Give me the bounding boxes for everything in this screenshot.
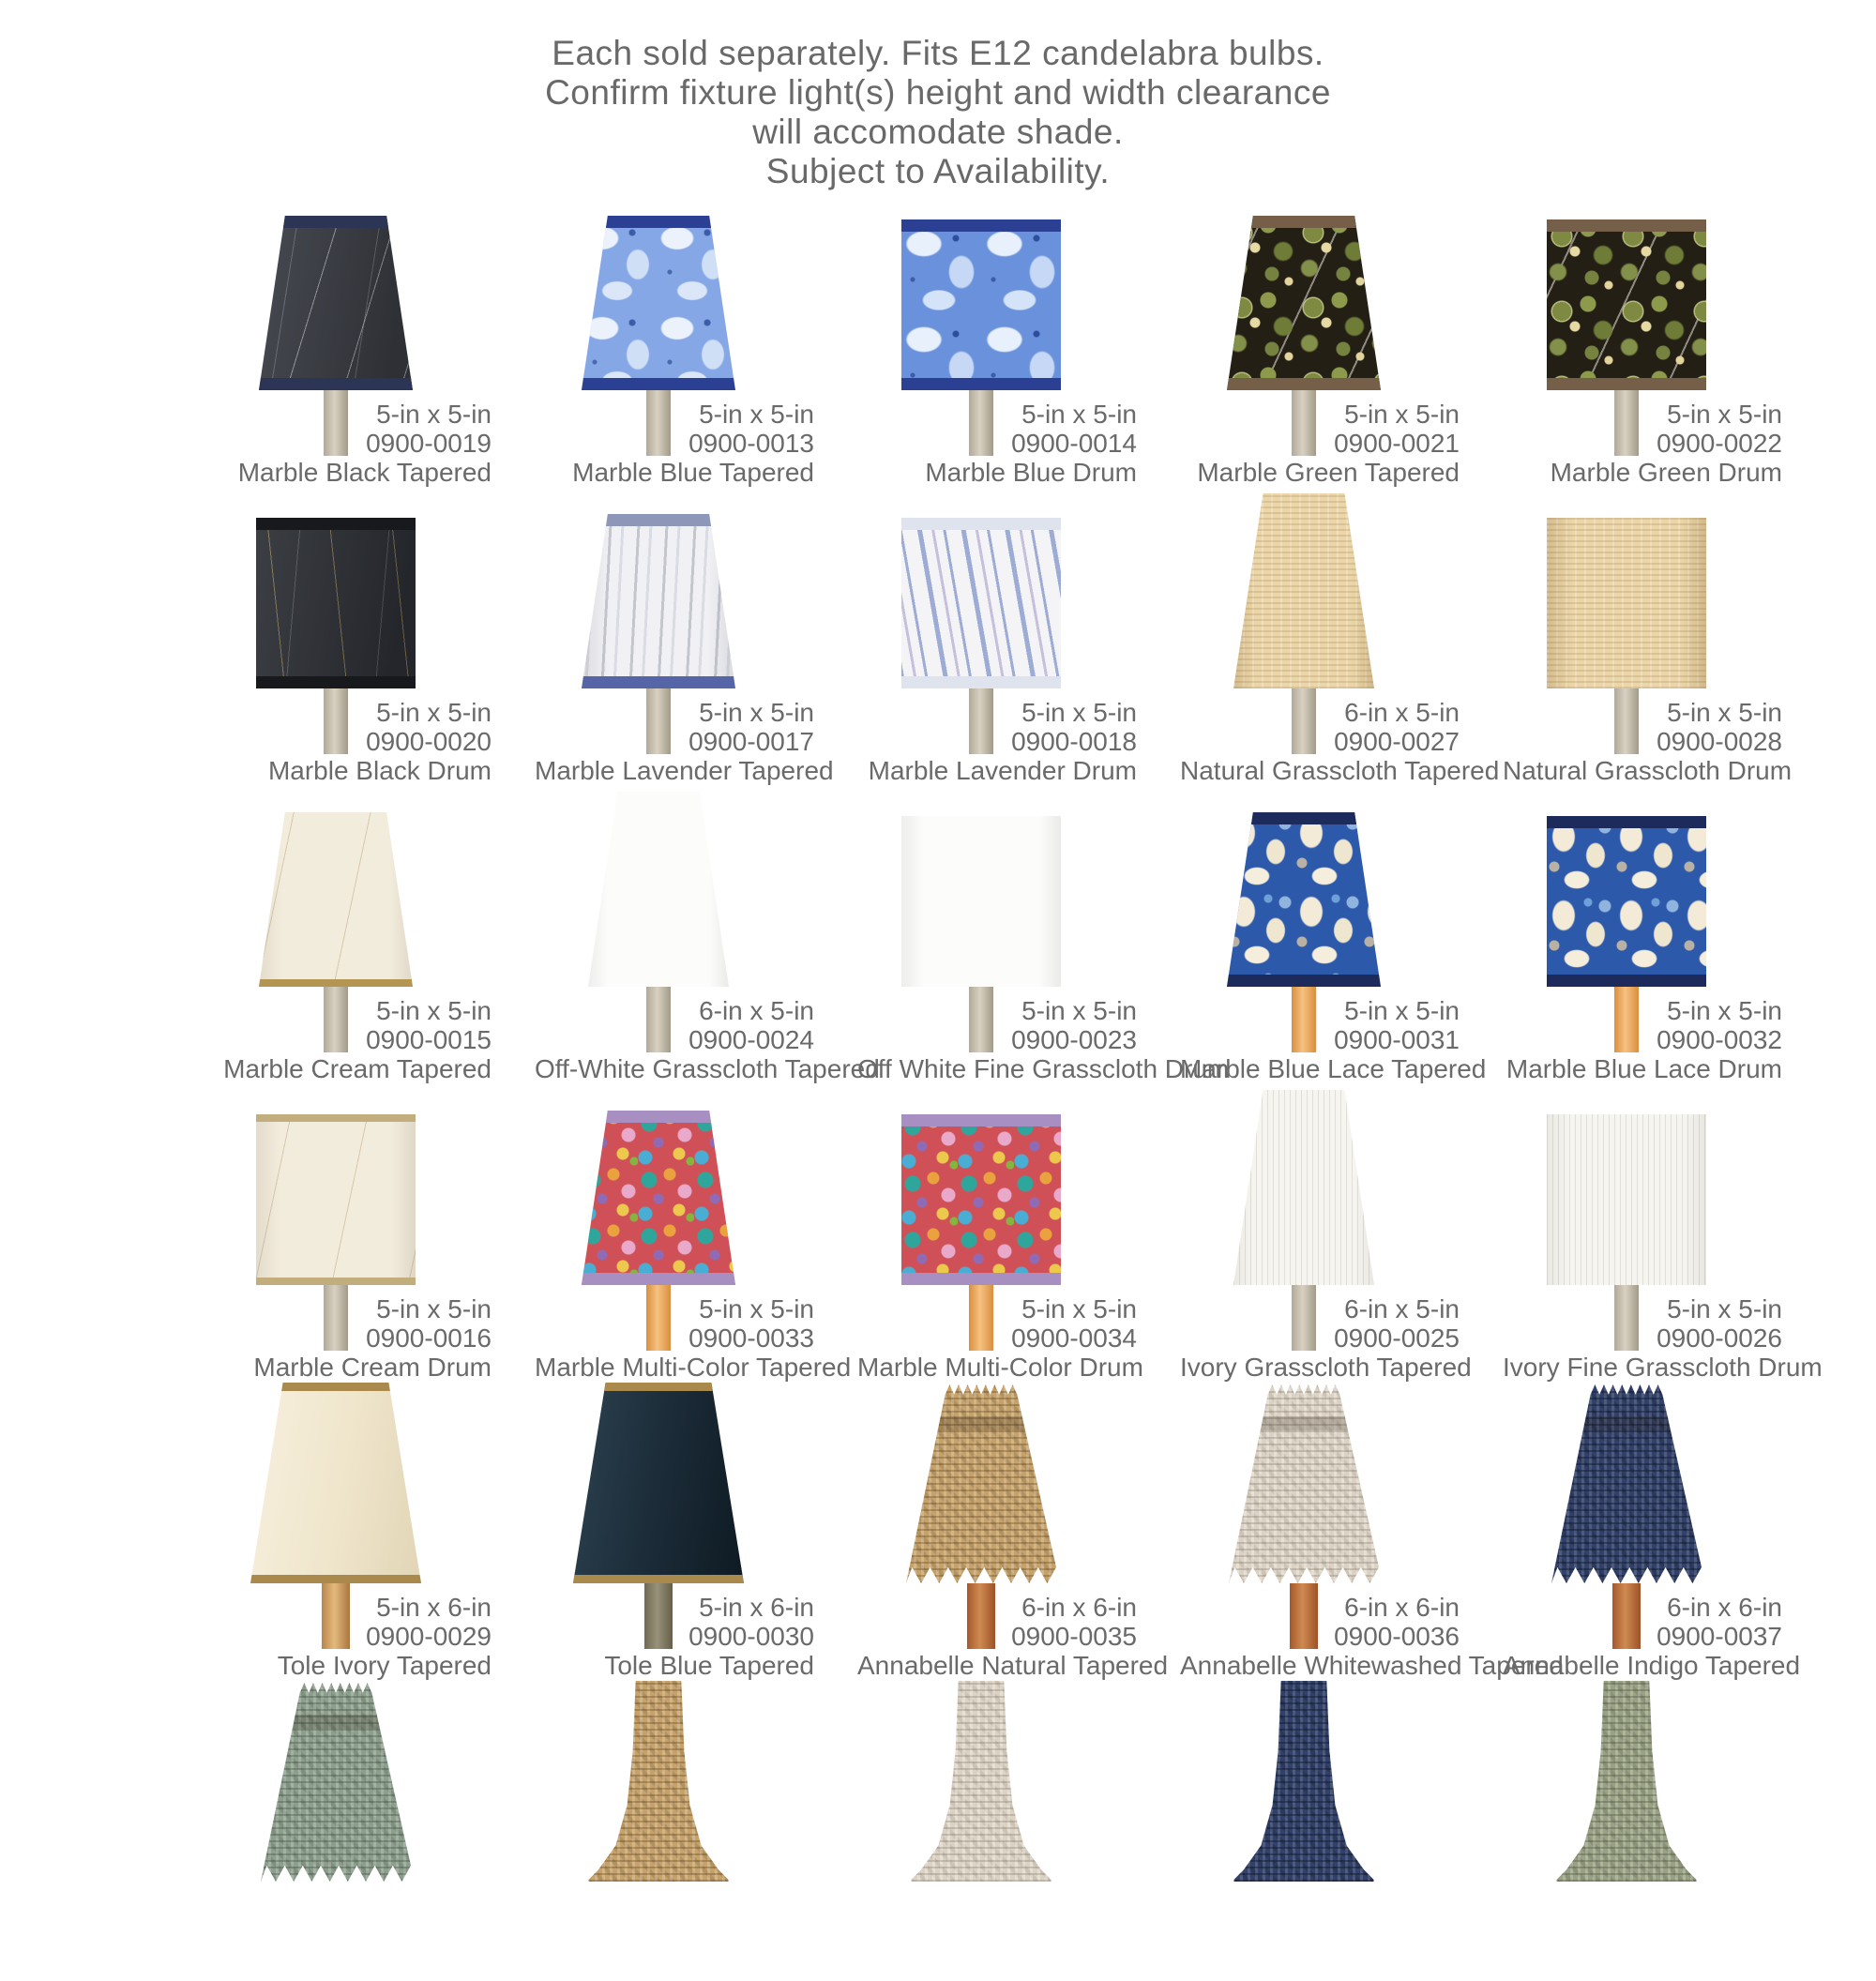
page-header (0, 0, 1876, 191)
product-tile (1503, 1683, 1825, 1981)
product-labels (857, 996, 1230, 1083)
product-name: Ivory Grasscloth Tapered (1180, 1353, 1472, 1382)
product-name: Marble Blue Drum (925, 458, 1137, 487)
shade-trim-top (901, 219, 1061, 232)
lampshade-image (535, 490, 857, 688)
lampshade (901, 219, 1061, 390)
product-name: Off-White Grasscloth Tapered (535, 1054, 880, 1083)
product-size: 5-in x 5-in (699, 400, 814, 429)
lampshade (1547, 518, 1706, 688)
lampshade-image (535, 1086, 857, 1285)
lampshade (1233, 1090, 1374, 1285)
shade-trim-top (1547, 816, 1706, 828)
lampshade (588, 792, 729, 987)
product-name: Marble Blue Lace Tapered (1180, 1054, 1487, 1083)
product-tile (1180, 1683, 1503, 1981)
header-line-3: will accomodate shade. (752, 113, 1124, 151)
shade-trim-bottom (256, 676, 416, 688)
product-name: Marble Multi-Color Tapered (535, 1353, 852, 1382)
product-size: 5-in x 5-in (376, 400, 492, 429)
lampshade (587, 1681, 730, 1882)
product-tile (535, 191, 857, 490)
lampshade-image (1180, 1384, 1503, 1583)
product-sku: 0900-0015 (366, 1025, 492, 1054)
product-sku: 0900-0018 (1011, 727, 1137, 756)
lampshade (1547, 816, 1706, 987)
product-sku: 0900-0024 (688, 1025, 814, 1054)
lampshade (259, 812, 413, 987)
product-size: 5-in x 5-in (1667, 1294, 1782, 1323)
shade-trim-top (256, 1114, 416, 1122)
product-tile (857, 191, 1180, 490)
lampshade-image (1503, 1384, 1825, 1583)
product-labels (857, 400, 1180, 487)
product-size: 5-in x 6-in (376, 1593, 492, 1622)
product-sku: 0900-0022 (1657, 429, 1782, 458)
product-labels (535, 400, 857, 487)
product-sku: 0900-0026 (1657, 1323, 1782, 1353)
shade-trim-top (250, 1383, 421, 1391)
product-tile (535, 1683, 857, 1981)
shade-trim-bottom (573, 1575, 744, 1583)
product-labels (212, 698, 535, 785)
product-name: Marble Green Drum (1550, 458, 1782, 487)
product-size: 5-in x 5-in (699, 1294, 814, 1323)
product-size: 5-in x 5-in (1667, 698, 1782, 727)
shade-trim-bottom (901, 378, 1061, 390)
product-tile (212, 490, 535, 788)
product-sku: 0900-0034 (1011, 1323, 1137, 1353)
header-line-4: Subject to Availability. (765, 152, 1111, 190)
product-name: Marble Green Tapered (1197, 458, 1460, 487)
shade-trim-bottom (901, 1273, 1061, 1285)
product-labels (535, 1593, 857, 1680)
shade-trim-bottom (1227, 975, 1381, 987)
lampshade-image (535, 788, 857, 987)
shade-trim-top (582, 514, 735, 526)
product-size: 5-in x 5-in (376, 698, 492, 727)
lampshade (906, 1383, 1056, 1583)
product-labels (1503, 996, 1825, 1083)
product-size: 5-in x 5-in (1667, 996, 1782, 1025)
product-tile (857, 1384, 1180, 1683)
lampshade (1547, 1114, 1706, 1285)
product-sku: 0900-0017 (688, 727, 814, 756)
product-labels (1503, 1294, 1825, 1382)
lampshade (582, 216, 735, 390)
product-labels (1180, 698, 1503, 785)
lampshade-image (212, 1086, 535, 1285)
product-name: Marble Black Drum (267, 756, 492, 785)
product-name: Ivory Fine Grasscloth Drum (1503, 1353, 1823, 1382)
product-size: 5-in x 5-in (1021, 698, 1137, 727)
lampshade (261, 1681, 411, 1882)
lampshade-image (535, 1384, 857, 1583)
product-size: 5-in x 5-in (1344, 996, 1460, 1025)
lampshade-image (1180, 1086, 1503, 1285)
shade-trim-top (256, 518, 416, 530)
product-labels (1180, 400, 1503, 487)
lampshade-image (857, 1384, 1180, 1583)
shade-trim-bottom (901, 676, 1061, 688)
header-line-1: Each sold separately. Fits E12 candelabra bulbs. (552, 34, 1324, 72)
lampshade (1227, 216, 1381, 390)
product-sku: 0900-0021 (1334, 429, 1460, 458)
product-sku: 0900-0035 (1011, 1622, 1137, 1651)
shade-trim-bottom (582, 1273, 735, 1285)
lampshade (573, 1383, 744, 1583)
lampshade (259, 216, 413, 390)
product-name: Off White Fine Grasscloth Drum (857, 1054, 1230, 1083)
product-sku: 0900-0023 (1011, 1025, 1137, 1054)
product-name: Tole Ivory Tapered (277, 1651, 492, 1680)
product-tile (212, 788, 535, 1086)
lampshade-image (212, 191, 535, 390)
product-sku: 0900-0031 (1334, 1025, 1460, 1054)
lampshade (1229, 1383, 1379, 1583)
product-sku: 0900-0036 (1334, 1622, 1460, 1651)
shade-trim-bottom (1547, 975, 1706, 987)
lampshade-image (1503, 191, 1825, 390)
product-tile (857, 788, 1230, 1086)
product-sku: 0900-0028 (1657, 727, 1782, 756)
product-labels (535, 698, 857, 785)
product-tile (857, 490, 1180, 788)
product-sku: 0900-0030 (688, 1622, 814, 1651)
product-tile (857, 1683, 1180, 1981)
product-name: Marble Blue Tapered (572, 458, 814, 487)
product-name: Annabelle Natural Tapered (857, 1651, 1169, 1680)
shade-trim-bottom (259, 378, 413, 390)
product-labels (857, 1294, 1180, 1382)
product-tile (1180, 191, 1503, 490)
product-name: Marble Multi-Color Drum (857, 1353, 1143, 1382)
shade-trim-top (901, 1114, 1061, 1127)
product-labels (212, 996, 535, 1083)
product-sku: 0900-0025 (1334, 1323, 1460, 1353)
lampshade (256, 518, 416, 688)
product-tile (1503, 490, 1825, 788)
lampshade-image (1180, 191, 1503, 390)
lampshade (901, 518, 1061, 688)
shade-trim-top (1227, 812, 1381, 824)
product-labels (535, 1294, 857, 1382)
lampshade (250, 1383, 421, 1583)
product-name: Natural Grasscloth Tapered (1180, 756, 1500, 785)
product-size: 6-in x 6-in (1021, 1593, 1137, 1622)
shade-trim-bottom (582, 378, 735, 390)
product-name: Annabelle Whitewashed Tapered (1180, 1651, 1564, 1680)
product-size: 6-in x 5-in (1344, 1294, 1460, 1323)
product-labels (1180, 1294, 1503, 1382)
product-tile (212, 1086, 535, 1384)
product-name: Marble Blue Lace Drum (1505, 1054, 1782, 1083)
product-name: Annabelle Indigo Tapered (1503, 1651, 1801, 1680)
lampshade (1547, 219, 1706, 390)
product-labels (1180, 1593, 1564, 1680)
shade-trim-top (1547, 219, 1706, 232)
product-tile (535, 1086, 857, 1384)
product-tile (1503, 1384, 1825, 1683)
product-tile (1503, 788, 1825, 1086)
product-labels (212, 1294, 535, 1382)
lampshade-image (212, 1683, 535, 1882)
product-size: 5-in x 5-in (1667, 400, 1782, 429)
product-labels (1180, 996, 1503, 1083)
lampshade (1233, 493, 1374, 688)
shade-trim-top (582, 1111, 735, 1123)
product-labels (1503, 1593, 1825, 1680)
shade-trim-bottom (259, 979, 413, 987)
lampshade-image (212, 490, 535, 688)
lampshade-image (1180, 490, 1503, 688)
product-labels (212, 1593, 535, 1680)
product-labels (1503, 400, 1825, 487)
product-sku: 0900-0027 (1334, 727, 1460, 756)
lampshade (901, 816, 1061, 987)
lampshade-image (1503, 1683, 1825, 1882)
product-size: 5-in x 5-in (699, 698, 814, 727)
shade-trim-top (259, 216, 413, 228)
product-tile (535, 1384, 857, 1683)
lampshade-image (857, 490, 1180, 688)
lampshade-image (1180, 788, 1503, 987)
product-tile (857, 1086, 1180, 1384)
product-name: Natural Grasscloth Drum (1503, 756, 1793, 785)
lampshade-image (1503, 788, 1825, 987)
product-name: Marble Lavender Tapered (535, 756, 834, 785)
product-sku: 0900-0033 (688, 1323, 814, 1353)
product-size: 5-in x 5-in (1344, 400, 1460, 429)
product-sku: 0900-0016 (366, 1323, 492, 1353)
header-line-2: Confirm fixture light(s) height and width clearance (545, 73, 1331, 112)
shade-trim-bottom (1547, 378, 1706, 390)
product-labels (1503, 698, 1825, 785)
product-size: 5-in x 5-in (1021, 996, 1137, 1025)
product-size: 5-in x 5-in (376, 996, 492, 1025)
shade-trim-top (573, 1383, 744, 1391)
product-name: Marble Lavender Drum (868, 756, 1137, 785)
shade-trim-bottom (582, 676, 735, 688)
product-tile (535, 788, 880, 1086)
lampshade-image (857, 191, 1180, 390)
lampshade (910, 1681, 1052, 1882)
shade-trim-bottom (256, 1278, 416, 1285)
lampshade-image (535, 1683, 857, 1882)
product-tile (212, 1683, 535, 1981)
product-sku: 0900-0032 (1657, 1025, 1782, 1054)
product-sku: 0900-0013 (688, 429, 814, 458)
product-sku: 0900-0037 (1657, 1622, 1782, 1651)
lampshade (582, 514, 735, 688)
shade-trim-top (901, 518, 1061, 530)
lampshade (256, 1114, 416, 1285)
product-tile (1180, 490, 1503, 788)
product-sku: 0900-0020 (366, 727, 492, 756)
product-size: 6-in x 6-in (1667, 1593, 1782, 1622)
product-labels (535, 996, 880, 1083)
shade-trim-top (582, 216, 735, 228)
product-tile (1180, 1384, 1564, 1683)
catalog-grid (212, 191, 1876, 1981)
lampshade (1233, 1681, 1375, 1882)
lampshade-image (857, 788, 1180, 987)
product-sku: 0900-0029 (366, 1622, 492, 1651)
lampshade (1551, 1383, 1702, 1583)
shade-trim-top (1227, 216, 1381, 228)
product-size: 5-in x 5-in (376, 1294, 492, 1323)
product-size: 6-in x 5-in (699, 996, 814, 1025)
product-tile (535, 490, 857, 788)
lampshade-image (857, 1683, 1180, 1882)
lampshade (901, 1114, 1061, 1285)
lampshade-image (212, 788, 535, 987)
product-tile (1503, 191, 1825, 490)
shade-trim-bottom (250, 1575, 421, 1583)
product-tile (212, 191, 535, 490)
product-tile (1503, 1086, 1825, 1384)
product-name: Marble Cream Drum (253, 1353, 492, 1382)
lampshade-image (1180, 1683, 1503, 1882)
product-name: Tole Blue Tapered (604, 1651, 814, 1680)
product-name: Marble Cream Tapered (223, 1054, 492, 1083)
product-size: 5-in x 5-in (1021, 1294, 1137, 1323)
lampshade-image (1503, 1086, 1825, 1285)
product-sku: 0900-0019 (366, 429, 492, 458)
product-labels (212, 400, 535, 487)
lampshade-image (857, 1086, 1180, 1285)
lampshade (582, 1111, 735, 1285)
product-size: 5-in x 5-in (1021, 400, 1137, 429)
lampshade-image (535, 191, 857, 390)
lampshade (1227, 812, 1381, 987)
product-size: 6-in x 6-in (1344, 1593, 1460, 1622)
product-labels (857, 1593, 1180, 1680)
product-size: 5-in x 6-in (699, 1593, 814, 1622)
lampshade (1555, 1681, 1698, 1882)
product-tile (1180, 788, 1503, 1086)
lampshade-image (1503, 490, 1825, 688)
product-size: 6-in x 5-in (1344, 698, 1460, 727)
product-sku: 0900-0014 (1011, 429, 1137, 458)
product-tile (1180, 1086, 1503, 1384)
product-labels (857, 698, 1180, 785)
lampshade-image (212, 1384, 535, 1583)
product-tile (212, 1384, 535, 1683)
shade-trim-bottom (1227, 378, 1381, 390)
product-name: Marble Black Tapered (237, 458, 492, 487)
